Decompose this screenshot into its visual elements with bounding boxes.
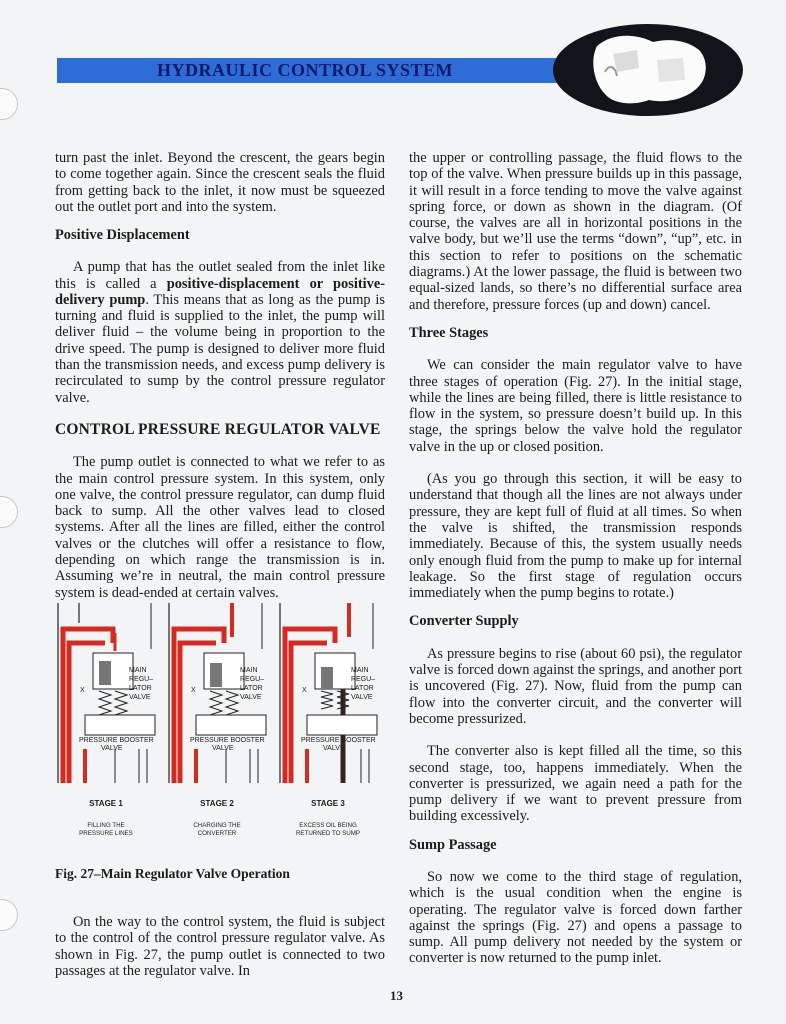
paragraph: On the way to the control system, the fluid is subject to the control of the control pressure regulator valve. As shown in Fig. 27, the pump outlet is connected to two passages at the regulator valve. In [55, 914, 385, 979]
booster-label: PRESSURE BOOSTER [79, 737, 154, 744]
booster-label: PRESSURE BOOSTER [301, 737, 376, 744]
punch-hole-bottom [0, 899, 18, 931]
page-title: HYDRAULIC CONTROL SYSTEM [157, 60, 454, 80]
paragraph: (As you go through this section, it will be easy to understand that though all the lines are not always under pressure, they are kept full of fluid at all times. So when the valve is shifted, the transmission responds immediately. Because of this, the system usually needs only enough fluid from the pump to make up for internal leakage. So the first stage of regulation occurs immediately when the pump begins to rotate.) [409, 471, 742, 602]
heading-control-pressure-regulator-valve: CONTROL PRESSURE REGULATOR VALVE [55, 420, 381, 438]
punch-hole-middle [0, 496, 18, 528]
stage-1-schematic [58, 603, 155, 783]
booster-valve-label: VALVE [323, 745, 345, 752]
paragraph: We can consider the main regulator valve to have three stages of operation (Fig. 27). In the initial stage, while the lines are being filled, there is little resistance to flow in the system, so pressure doesn’t build up. In this stage, the springs below the valve hold the regulator valve in the up or closed position. [409, 357, 742, 455]
paragraph: turn past the inlet. Beyond the crescent, the gears begin to come together again. Since the crescent seals the fluid from getting back to the inlet, it now must be squeezed out the outlet port and into the system. [55, 150, 385, 215]
stage-1-title: STAGE 1 [89, 799, 123, 808]
lator-label: LATOR [351, 685, 374, 692]
transmission-logo-icon [553, 24, 743, 116]
stage-3-description: EXCESS OIL BEING RETURNED TO SUMP [295, 822, 361, 837]
booster-label: PRESSURE BOOSTER [190, 737, 265, 744]
bold-term: positive-displacement or positive-delivery pump [55, 275, 385, 308]
main-label: MAIN [129, 667, 147, 674]
heading-sump-passage: Sump Passage [409, 836, 497, 853]
stage-2-schematic [169, 603, 266, 783]
stage-3-schematic [280, 603, 377, 783]
valve-label: VALVE [129, 694, 151, 701]
punch-hole-top [0, 88, 18, 120]
valve-label: VALVE [351, 694, 373, 701]
lator-label: LATOR [240, 685, 263, 692]
right-column [409, 150, 742, 967]
booster-valve-label: VALVE [212, 745, 234, 752]
x-label: X [80, 687, 85, 694]
main-label: MAIN [240, 667, 258, 674]
left-column [55, 150, 385, 601]
stage-2-description: CHARGING THE CONVERTER [193, 822, 241, 837]
stage-3-title: STAGE 3 [311, 799, 345, 808]
page-number: 13 [390, 988, 403, 1003]
paragraph: As pressure begins to rise (about 60 psi), the regulator valve is forced down against the springs, and another port is uncovered (Fig. 27). Now, fluid from the pump can flow into the converter circuit, and the converter will become pressurized. [409, 645, 742, 727]
paragraph: So now we come to the third stage of regulation, which is the usual condition when the engine is operating. The regulator valve is forced down farther against the springs (Fig. 27) and opens a passage to sump. All pump delivery not needed by the system or converter is now returned to the pump inlet. [409, 868, 742, 967]
x-label: X [191, 687, 196, 694]
figure-caption: Fig. 27–Main Regulator Valve Operation [55, 866, 290, 881]
paragraph: The pump outlet is connected to what we refer to as the main control pressure system. In this system, only one valve, the control pressure regulator, can dump fluid back to sump. All the other valves lead to closed systems. After all the lines are filled, either the control valves or the clutches will offer a resistance to flow, depending on which range the transmission is in. Assuming we’re in neutral, the main control pressure system is dead-ended at certain valves. [55, 454, 385, 601]
stage-1-description: FILLING THE PRESSURE LINES [79, 822, 133, 837]
booster-valve-label: VALVE [101, 745, 123, 752]
header-banner [57, 58, 567, 83]
stage-2-title: STAGE 2 [200, 799, 234, 808]
paragraph: The converter also is kept filled all the time, so this second stage, too, happens immediately. When the converter is pressurized, we again need a path for the pump delivery if we want to prevent pressure from building excessively. [409, 743, 742, 825]
valve-label: VALVE [240, 694, 262, 701]
heading-positive-displacement: Positive Displacement [55, 227, 190, 243]
regu-label: REGU– [240, 676, 265, 683]
lator-label: LATOR [129, 685, 152, 692]
paragraph: A pump that has the outlet sealed from the inlet like this is called a positive-displacement or positive-delivery pump. This means that as long as the pump is turning and fluid is supplied to the inlet, the pump will deliver fluid – the volume being in proportion to the drive speed. The pump is designed to deliver more fluid than the transmission needs, and excess pump delivery is recirculated to sump by the control pressure regulator valve. [55, 259, 385, 406]
left-column-bottom [55, 914, 385, 979]
regu-label: REGU– [351, 676, 376, 683]
regu-label: REGU– [129, 676, 154, 683]
x-label: X [302, 687, 307, 694]
heading-converter-supply: Converter Supply [409, 613, 519, 630]
paragraph: the upper or controlling passage, the fluid flows to the top of the valve. When pressure builds up in this passage, it will result in a force tending to move the valve against spring force, or down as shown in the diagram. (Of course, the valves are all in horizontal positions in the valve body, but we’ll use the terms “down”, “up”, etc. in this section to refer to positions on the schematic diagrams.) At the lower passage, the fluid is between two equal-sized lands, so there’s no differential surface area and therefore, pressure forces (up and down) cancel. [409, 150, 742, 313]
heading-three-stages: Three Stages [409, 324, 489, 341]
main-label: MAIN [351, 667, 369, 674]
